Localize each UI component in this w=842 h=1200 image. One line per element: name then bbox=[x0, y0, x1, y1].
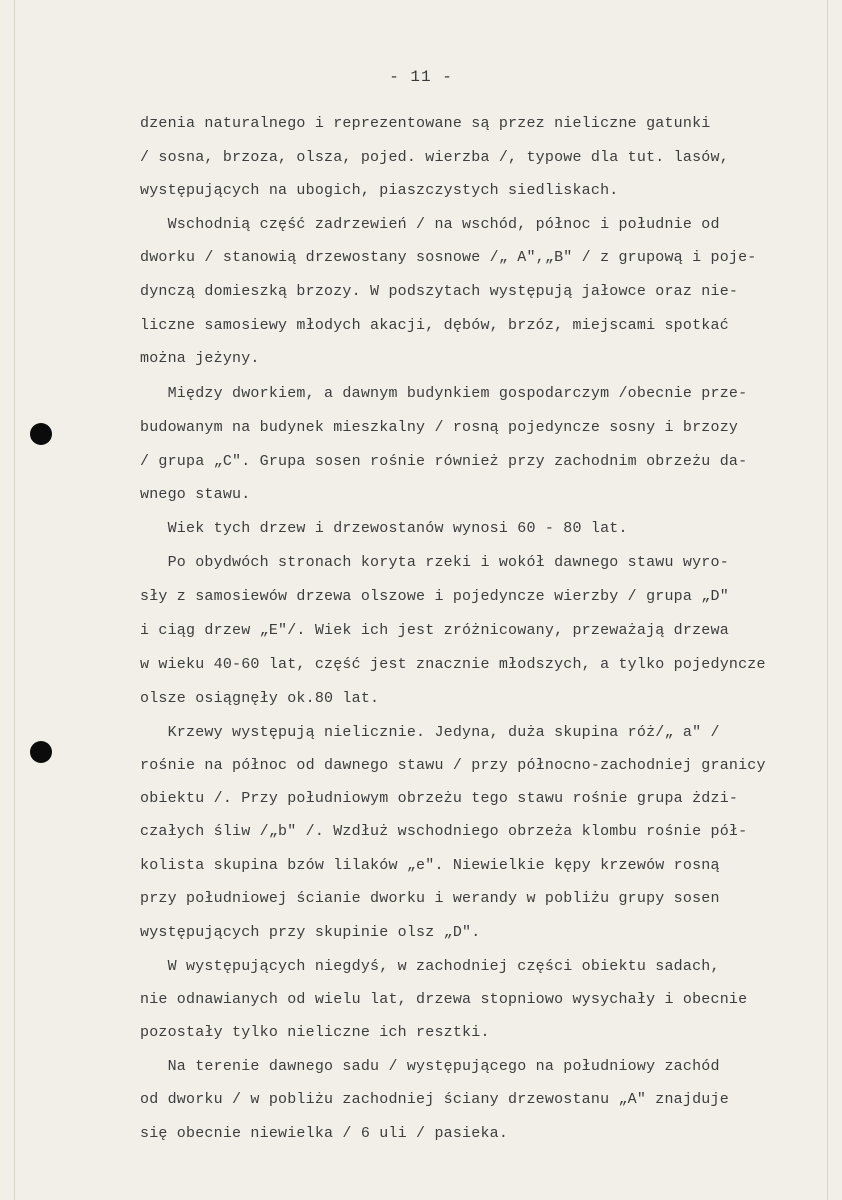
text-line: kolista skupina bzów lilaków „e". Niewielkie kępy krzewów rosną bbox=[140, 857, 720, 874]
text-line: wnego stawu. bbox=[140, 486, 251, 503]
text-line: Po obydwóch stronach koryta rzeki i wokół dawnego stawu wyro- bbox=[140, 554, 729, 571]
text-line: nie odnawianych od wielu lat, drzewa stopniowo wysychały i obecnie bbox=[140, 991, 748, 1008]
text-line: Między dworkiem, a dawnym budynkiem gospodarczym /obecnie prze- bbox=[140, 385, 748, 402]
text-line: pozostały tylko nieliczne ich resztki. bbox=[140, 1024, 490, 1041]
punch-hole-bottom bbox=[30, 741, 52, 763]
text-line: dzenia naturalnego i reprezentowane są przez nieliczne gatunki bbox=[140, 115, 711, 132]
text-line: budowanym na budynek mieszkalny / rosną pojedyncze sosny i brzozy bbox=[140, 419, 739, 436]
text-line: występujących na ubogich, piaszczystych siedliskach. bbox=[140, 182, 619, 199]
text-line: olsze osiągnęły ok.80 lat. bbox=[140, 690, 380, 707]
page-number: - 11 - bbox=[389, 68, 453, 86]
text-line: dworku / stanowią drzewostany sosnowe /„ A",„B" / z grupową i poje- bbox=[140, 249, 757, 266]
text-line: się obecnie niewielka / 6 uli / pasieka. bbox=[140, 1125, 509, 1142]
text-line: obiektu /. Przy południowym obrzeżu tego stawu rośnie grupa żdzi- bbox=[140, 790, 739, 807]
text-line: od dworku / w pobliżu zachodniej ściany drzewostanu „A" znajduje bbox=[140, 1091, 729, 1108]
text-line: Wiek tych drzew i drzewostanów wynosi 60 - 80 lat. bbox=[140, 520, 628, 537]
text-line: w wieku 40-60 lat, część jest znacznie młodszych, a tylko pojedyncze bbox=[140, 656, 766, 673]
text-line: Na terenie dawnego sadu / występującego na południowy zachód bbox=[140, 1058, 720, 1075]
text-line: rośnie na północ od dawnego stawu / przy północno-zachodniej granicy bbox=[140, 757, 766, 774]
text-line: Krzewy występują nielicznie. Jedyna, duża skupina róż/„ a" / bbox=[140, 724, 720, 741]
text-line: przy południowej ścianie dworku i werandy w pobliżu grupy sosen bbox=[140, 890, 720, 907]
text-line: / grupa „C". Grupa sosen rośnie również przy zachodnim obrzeżu da- bbox=[140, 453, 748, 470]
text-line: dynczą domieszką brzozy. W podszytach występują jałowce oraz nie- bbox=[140, 283, 739, 300]
text-line: Wschodnią część zadrzewień / na wschód, północ i południe od bbox=[140, 216, 720, 233]
text-line: i ciąg drzew „E"/. Wiek ich jest zróżnicowany, przeważają drzewa bbox=[140, 622, 729, 639]
text-line: czałych śliw /„b" /. Wzdłuż wschodniego obrzeża klombu rośnie pół- bbox=[140, 823, 748, 840]
text-line: / sosna, brzoza, olsza, pojed. wierzba /, typowe dla tut. lasów, bbox=[140, 149, 729, 166]
text-line: sły z samosiewów drzewa olszowe i pojedyncze wierzby / grupa „D" bbox=[140, 588, 729, 605]
text-line: można jeżyny. bbox=[140, 350, 260, 367]
punch-hole-top bbox=[30, 423, 52, 445]
text-line: liczne samosiewy młodych akacji, dębów, brzóz, miejscami spotkać bbox=[140, 317, 729, 334]
text-line: występujących przy skupinie olsz „D". bbox=[140, 924, 481, 941]
text-line: W występujących niegdyś, w zachodniej części obiektu sadach, bbox=[140, 958, 720, 975]
